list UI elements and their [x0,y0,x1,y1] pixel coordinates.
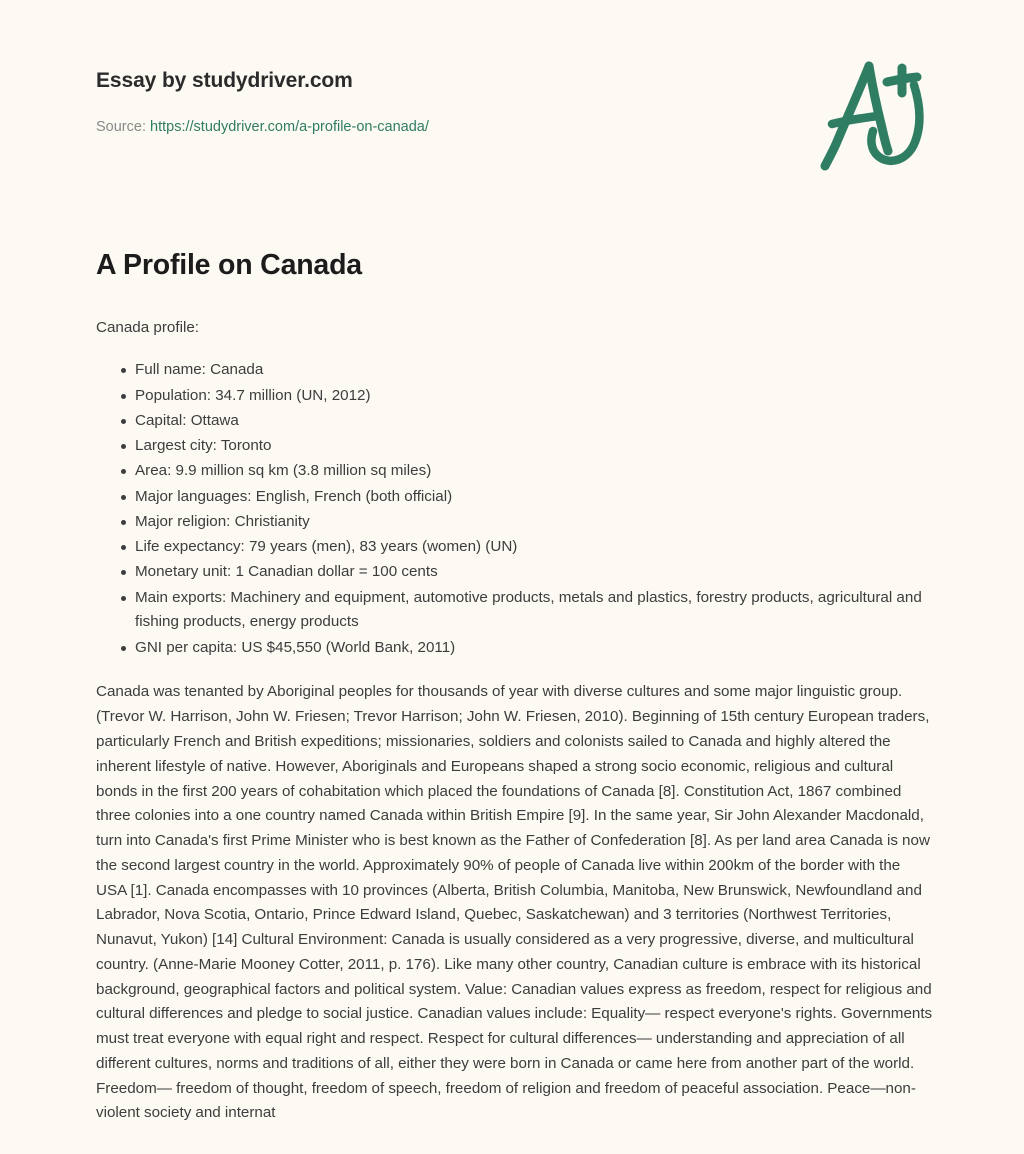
page-title: A Profile on Canada [96,249,362,281]
source-label: Source: [96,119,146,136]
list-item: Monetary unit: 1 Canadian dollar = 100 cents [135,560,934,585]
source-line [96,118,928,137]
essay-attribution-title: Essay by studydriver.com [96,69,353,92]
list-item: Major languages: English, French (both official) [135,485,934,510]
list-item: Full name: Canada [135,358,934,383]
studydriver-aplus-logo [814,52,932,180]
list-item: Life expectancy: 79 years (men), 83 years (women) (UN) [135,535,934,560]
body-paragraph: Canada was tenanted by Aboriginal peoples for thousands of year with diverse cultures and some major linguistic group. (Trevor W. Harrison, John W. Friesen; Trevor Harrison; John W. Friesen, 2010). Beginning of 15th century European traders, particularly French and British expeditions; missionaries, soldiers and colonists sailed to Canada and highly altered the inherent lifestyle of native. However, Aboriginals and Europeans shaped a strong socio economic, religious and cultural bonds in the first 200 years of cohabitation which placed the foundations of Canada [8]. Constitution Act, 1867 combined three colonies into a one country named Canada within British Empire [9]. In the same year, Sir John Alexander Macdonald, turn into Canada's first Prime Minister who is best known as the Father of Confederation [8]. As per land area Canada is now the second largest country in the world. Approximately 90% of people of Canada live within 200km of the border with the USA [1]. Canada encompasses with 10 provinces (Alberta, British Columbia, Manitoba, New Brunswick, Newfoundland and Labrador, Nova Scotia, Ontario, Prince Edward Island, Quebec, Saskatchewan) and 3 territories (Northwest Territories, Nunavut, Yukon) [14] Cultural Environment: Canada is usually considered as a very progressive, diverse, and multicultural country. (Anne-Marie Mooney Cotter, 2011, p. 176). Like many other country, Canadian culture is embrace with its historical background, geographical factors and political system. Value: Canadian values express as freedom, respect for religious and cultural differences and pledge to social justice. Canadian values include: Equality— respect everyone's rights. Governments must treat everyone with equal right and respect. Respect for cultural differences— understanding and appreciation of all different cultures, norms and traditions of all, either they were born in Canada or came here from another part of the world. Freedom— freedom of thought, freedom of speech, freedom of religion and freedom of peaceful association. Peace—non-violent society and internat [96,683,933,1122]
list-item: Main exports: Machinery and equipment, automotive products, metals and plastics, forestry products, agricultural and fishing products, energy products [135,586,934,636]
list-item: Largest city: Toronto [135,434,934,459]
list-item: GNI per capita: US $45,550 (World Bank, 2011) [135,636,934,661]
aplus-icon [814,52,932,180]
page-header [96,68,928,178]
list-item: Major religion: Christianity [135,510,934,535]
country-profile-list [96,358,934,660]
document-content [96,248,934,1126]
source-url-link[interactable]: https://studydriver.com/a-profile-on-canada/ [150,119,429,136]
list-item: Area: 9.9 million sq km (3.8 million sq miles) [135,459,934,484]
list-item: Capital: Ottawa [135,409,934,434]
intro-paragraph: Canada profile: [96,318,200,336]
list-item: Population: 34.7 million (UN, 2012) [135,384,934,409]
